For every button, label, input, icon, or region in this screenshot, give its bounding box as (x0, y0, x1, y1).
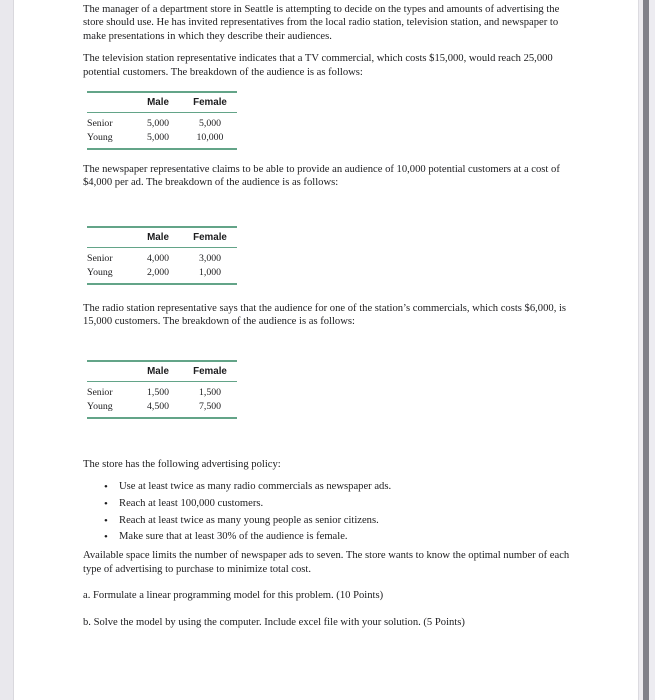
paragraph-radio: The radio station representative says that the audience for one of the station’s commercials, which costs $6,000, is 15,000 customers. The breakdown of the audience is as follows: (83, 302, 567, 328)
policy-heading: The store has the following advertising policy: (83, 458, 281, 470)
column-header-male: Male (133, 92, 183, 113)
cell-value: 5,000 (198, 118, 222, 130)
cell-value: 7,500 (198, 400, 222, 412)
tv-audience-table (87, 91, 237, 150)
paragraph-newspaper: The newspaper representative claims to be able to provide an audience of 10,000 potential customers at a cost of $4,000 per ad. The breakdown of the audience is as follows: (83, 164, 560, 189)
cell-value: 1,500 (198, 386, 222, 398)
table-header-row (87, 92, 237, 113)
bullet-icon: • (104, 514, 108, 527)
table-row (87, 247, 237, 265)
table-corner-cell (87, 361, 133, 382)
policy-bullet-radio-vs-newspaper (104, 479, 575, 496)
cell-value: 3,000 (198, 252, 222, 264)
table-header-row (87, 361, 237, 382)
policy-bullet-text: Make sure that at least 30% of the audience is female. (119, 531, 348, 543)
policy-bullet-female-share (104, 529, 575, 546)
policy-bullet-list (104, 479, 575, 546)
cell-value: 10,000 (196, 132, 224, 144)
column-header-male: Male (133, 361, 183, 382)
document-page (83, 0, 575, 630)
question-b: b. Solve the model by using the computer. Include excel file with your solution. (5 Points) (83, 617, 465, 629)
table-row (87, 381, 237, 399)
cell-value: 5,000 (146, 118, 170, 130)
column-header-female: Female (183, 92, 237, 113)
paragraph-intro: The manager of a department store in Seattle is attempting to decide on the types and amounts of advertising the store should use. He has invited representatives from the local radio station, television station, and newspaper to make presentations in which they describe their audiences. (83, 4, 560, 42)
table-row (87, 113, 237, 131)
question-a: a. Formulate a linear programming model for this problem. (10 Points) (83, 590, 384, 602)
cell-value: 4,000 (146, 252, 170, 264)
row-label-senior: Senior (87, 386, 113, 398)
scrollbar-track[interactable] (638, 0, 655, 700)
policy-bullet-total-customers (104, 496, 575, 513)
radio-audience-table (87, 360, 237, 419)
row-label-senior: Senior (87, 252, 113, 264)
paragraph-tv-station: The television station representative indicates that a TV commercial, which costs $15,000, would reach 25,000 potential customers. The breakdown of the audience is as follows: (83, 53, 553, 78)
row-label-young: Young (87, 400, 113, 412)
row-label-young: Young (87, 132, 113, 144)
newspaper-audience-table (87, 226, 237, 285)
bullet-icon: • (104, 531, 108, 544)
left-page-gutter (0, 0, 14, 700)
policy-bullet-text: Reach at least 100,000 customers. (119, 497, 264, 509)
paragraph-available-space: Available space limits the number of newspaper ads to seven. The store wants to know the optimal number of each type of advertising to purchase to minimize total cost. (83, 550, 570, 575)
policy-bullet-young-vs-senior (104, 513, 575, 530)
policy-bullet-text: Use at least twice as many radio commercials as newspaper ads. (119, 481, 392, 493)
column-header-male: Male (133, 227, 183, 248)
table-row (87, 399, 237, 418)
scrollbar-thumb[interactable] (643, 0, 649, 700)
column-header-female: Female (183, 361, 237, 382)
table-corner-cell (87, 227, 133, 248)
cell-value: 4,500 (146, 400, 170, 412)
cell-value: 1,500 (146, 386, 170, 398)
row-label-senior: Senior (87, 118, 113, 130)
table-corner-cell (87, 92, 133, 113)
table-header-row (87, 227, 237, 248)
table-row (87, 131, 237, 150)
cell-value: 2,000 (146, 266, 170, 278)
row-label-young: Young (87, 266, 113, 278)
cell-value: 1,000 (198, 266, 222, 278)
table-row (87, 265, 237, 284)
cell-value: 5,000 (146, 132, 170, 144)
policy-bullet-text: Reach at least twice as many young people as senior citizens. (119, 514, 379, 526)
bullet-icon: • (104, 497, 108, 510)
bullet-icon: • (104, 481, 108, 494)
column-header-female: Female (183, 227, 237, 248)
